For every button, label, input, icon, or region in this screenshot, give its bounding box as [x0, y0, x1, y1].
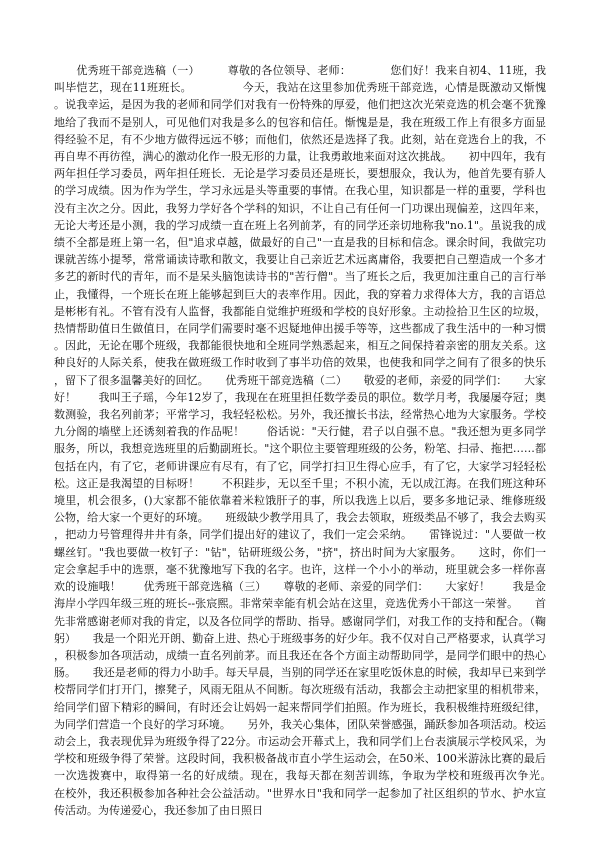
document-body-text	[54, 62, 568, 819]
document-body: 优秀班干部竞选稿（一） 尊敬的各位领导、老师： 您们好！我来自初4、11班，我叫毕恺艺，现在11班班长。 今天，我站在这里参加优秀班干部竞选，心情是既激动又惭愧。说我幸运，是因为我的老师和同学们对我有一份特殊的厚爱，他们把这次光荣竞选的机会毫不犹豫地给了我而不是别人，可见他们对我是多么的包容和信任。惭愧是是，我在班级工作上有很多方面显得经验不足，有不少地方做得远远不够；而他们，依然还是选择了我。此刻，站在竞选台上的我，不再自卑不再彷徨，满心的激动化作一股无形的力量，让我勇敢地来面对这次挑战。 初中四年，我有两年担任学习委员，两年担任班长．无论是学习委员还是班长，要想服众，我认为，他首先要有骄人的学习成绩。因为作为学生，学习永远是头等重要的事情。在我心里，知识都是一样的重要，学科也没有主次之分。因此，我努力学好各个学科的知识，不让自己有任何一门功课出现偏差，这四年来，无论大考还是小测，我的学习成绩一直在班上名列前茅，有的同学还亲切地称我"no.1"。虽说我的成绩不全都是班上第一名，但"追求卓越，做最好的自己"一直是我的目标和信念。课余时间，我做完功课就苦练小提琴，常常诵读诗歌和散文，我要让自己亲近艺术远离庸俗，我要把自己塑造成一个多才多艺的新时代的青年，而不是呆头脑饱读诗书的"苦行僧"。当了班长之后，我更加注重自己的言行举止，我懂得，一个班长在班上能够起到巨大的表率作用。因此，我的穿着力求得体大方，我的言语总是彬彬有礼。不管有没有人监督，我都能自觉维护班级和学校的良好形象。主动捡拾卫生区的垃圾，热情帮助值日生做值日，在同学们需要时毫不迟疑地伸出援手等等，这些都成了我生活中的一种习惯。因此，无论在哪个班级，我都能很快地和全班同学熟悉起来，相互之间保持着亲密的朋友关系。这种良好的人际关系，使我在做班级工作时收到了事半功倍的效果，也使我和同学之间有了很多的快乐，留下了很多温馨美好的回忆。 优秀班干部竞选稿（二） 敬爱的老师，亲爱的同学们： 大家好！ 我叫王子瑶，今年12岁了，我现在在班里担任数学委员的职位。数学月考，我屡屡夺冠；奥数测验，我名列前茅；平常学习，我轻轻松松。另外，我还擅长书法，经常热心地为大家服务。学校九分阁的墙壁上还诱刻着我的作品呢！ 俗话说："天行健，君子以自强不息。"我还想为更多同学服务，所以，我想竞选班里的后勤副班长。"这个职位主要管理班级的公务，粉笔、扫帚、拖把……都包括在内，有了它，老师讲课应有尽有，有了它，同学打扫卫生得心应手，有了它，大家学习轻轻松松。这正是我渴望的目标呀！ 不积跬步，无以至千里；不积小流，无以成江海。在我们班这种环境里，机会很多，()大家都不能依靠着米粒饿肝子的事，所以我选上以后，要多多地记录、维修班级公物，给大家一个更好的环境。 班级缺少教学用具了，我会去领取，班级类品不够了，我会去购买，把动力号管理得井井有条，同学们提出好的建议了，我们一定会采纳。 雷锋说过："人要做一枚螺丝钉。"我也要做一枚钉子："钻"，钻研班级公务，"挤"，挤出时间为大家服务。 这时，你们一定会拿起手中的选票，毫不犹豫地写下我的名字。也许，这样一个小小的举动，班里就会多一样你喜欢的设施哦！ 优秀班干部竞选稿（三） 尊敬的老师、亲爱的同学们： 大家好！ 我是金海岸小学四年级三班的班长--张宸熙。非常荣幸能有机会站在这里，竞选优秀小干部这一荣誉。 首先非常感谢老师对我的肯定，以及各位同学的帮助、指导。感谢同学们，对我工作的支持和配合。（鞠躬） 我是一个阳光开朗、勤奋上进、热心于班级事务的好少年。我不仅对自己严格要求，认真学习，积极参加各项活动，成绩一直名列前茅。而且我还在各个方面主动帮助同学，是同学们眼中的热心肠。 我还是老师的得力小助手。每天早晨，当别的同学还在家里吃饭休息的时候，我却早已来到学校帮同学们打开门，擦凳子，风雨无阻从不间断。每次班级有活动，我都会主动把家里的相机带来，给同学们留下精彩的瞬间，有时还会让妈妈一起来帮同学们拍照。作为班长，我积极维持班级纪律，为同学们营造一个良好的学习环境。 另外，我关心集体，团队荣誉感强，踊跃参加各项活动。校运动会上，我表现优异为班级争得了22分。市运动会开幕式上，我和同学们上台表演展示学校风采，为学校和班级争得了荣誉。这段时间，我积极备战市直小学生运动会，在50米、100米游泳比赛的最后一次选拨赛中，取得第一名的好成绩。现在，我每天都在刻苦训练，争取为学校和班级再次争光。 在校外，我还积极参加各种社会公益活动。"世界水日"我和同学一起参加了社区组织的节水、护水宣传活动。为传递爱心，我还参加了由日照日	[54, 64, 568, 817]
document-content	[54, 62, 568, 848]
